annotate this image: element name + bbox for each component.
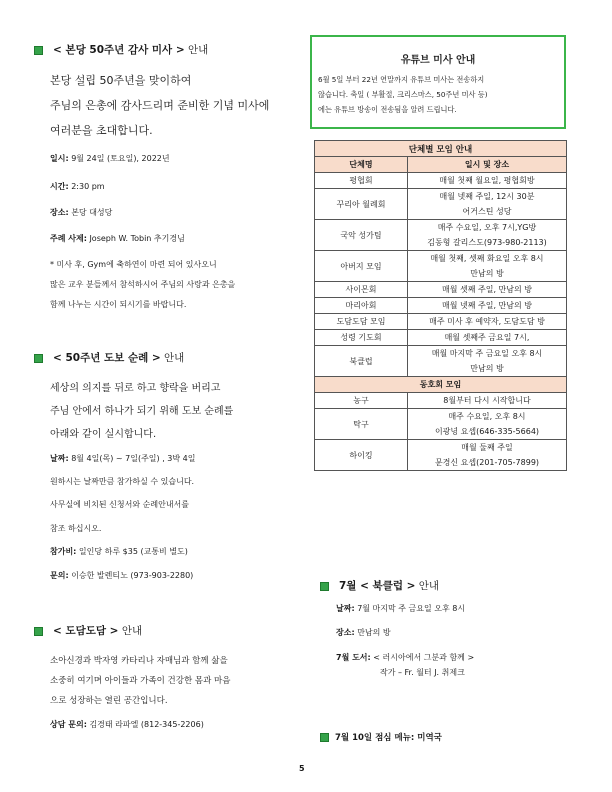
group-time-place xyxy=(408,346,567,377)
square-bullet-icon xyxy=(320,582,329,591)
bookclub-heading: 7월 < 북클럽 > 안내 xyxy=(320,578,439,593)
dodam-intro-line: 소아신경과 박자영 카타리나 자매님과 함께 삶을 xyxy=(50,656,228,666)
table-row xyxy=(315,220,567,251)
group-time-place xyxy=(408,220,567,251)
pilgrimage-intro-line: 아래와 같이 실시합니다. xyxy=(50,429,157,440)
lunch-menu-heading: 7월 10일 점심 메뉴: 미역국 xyxy=(320,731,442,743)
group-name: 성령 기도회 xyxy=(315,330,408,346)
time-place-line: 김동형 갈리스도(973-980-2113) xyxy=(427,238,547,247)
mass-time: 시간: 2:30 pm xyxy=(50,182,105,191)
time-place-line: 매월 첫째 월요일, 평협회방 xyxy=(439,176,535,185)
table-title: 단체별 모임 안내 xyxy=(315,141,567,157)
time-place-line: 매월 넷째 주일, 12시 30분 xyxy=(439,192,535,201)
group-name: 도담도담 모임 xyxy=(315,314,408,330)
time-place-line: 매주 미사 후 예약자, 도담도담 방 xyxy=(429,317,545,326)
youtube-notice-line: 에는 유튜브 방송이 전송됨을 알려 드립니다. xyxy=(318,105,457,114)
clubs-section-title: 동호회 모임 xyxy=(315,377,567,393)
pilgrimage-heading: < 50주년 도보 순례 > 안내 xyxy=(34,350,184,365)
mass-celebrant: 주례 사제: Joseph W. Tobin 추기경님 xyxy=(50,234,185,243)
bookclub-author: 작가 – Fr. 월터 J. 취제크 xyxy=(380,668,465,677)
time-place-line: 매월 셋째 주일, 만남의 방 xyxy=(442,285,532,294)
group-time-place xyxy=(408,330,567,346)
pilgrimage-date: 날짜: 8월 4일(목) ~ 7일(주일) , 3박 4일 xyxy=(50,454,196,463)
square-bullet-icon xyxy=(34,627,43,636)
table-row xyxy=(315,282,567,298)
group-time-place xyxy=(408,314,567,330)
table-row xyxy=(315,173,567,189)
bookclub-date: 날짜: 7월 마지막 주 금요일 오후 8시 xyxy=(336,604,466,613)
table-row xyxy=(315,314,567,330)
square-bullet-icon xyxy=(320,733,329,742)
table-row xyxy=(315,440,567,471)
group-time-place xyxy=(408,440,567,471)
group-time-place xyxy=(408,393,567,409)
group-name: 북클럽 xyxy=(315,346,408,377)
pilgrimage-info-line: 사무실에 비치된 신청서와 순례안내서를 xyxy=(50,500,190,509)
time-place-line: 매월 첫째, 셋째 화요일 오후 8시 xyxy=(430,254,544,263)
group-time-place xyxy=(408,282,567,298)
dodam-heading: < 도담도담 > 안내 xyxy=(34,623,142,638)
group-name: 사이몬회 xyxy=(315,282,408,298)
table-row xyxy=(315,346,567,377)
group-name: 탁구 xyxy=(315,409,408,440)
dodam-intro-line: 으로 성장하는 열린 공간입니다. xyxy=(50,696,168,706)
table-row xyxy=(315,298,567,314)
group-name: 하이킹 xyxy=(315,440,408,471)
dodam-intro-line: 소중히 여기며 아이들과 가족이 건강한 몸과 마음 xyxy=(50,676,231,686)
group-name: 농구 xyxy=(315,393,408,409)
time-place-line: 매월 둘째 주일 xyxy=(461,443,513,452)
youtube-notice-line: 6월 5일 부터 22년 연말까지 유튜브 미사는 전송하지 xyxy=(318,75,485,84)
column-header-time: 일시 및 장소 xyxy=(408,157,567,173)
pilgrimage-info-line: 참조 하십시오. xyxy=(50,524,102,533)
mass-note-line: 함께 나누는 시간이 되시기를 바랍니다. xyxy=(50,300,187,309)
time-place-line: 문경신 요셉(201-705-7899) xyxy=(434,458,540,467)
time-place-line: 매주 수요일, 오후 8시 xyxy=(448,412,526,421)
time-place-line: 8월부터 다시 시작합니다 xyxy=(443,396,531,405)
table-row xyxy=(315,330,567,346)
mass-note-line: 많은 교우 분들께서 참석하시어 주님의 사랑과 은총을 xyxy=(50,280,236,289)
square-bullet-icon xyxy=(34,46,43,55)
group-name: 마리아회 xyxy=(315,298,408,314)
group-name: 아버지 모임 xyxy=(315,251,408,282)
youtube-notice-box xyxy=(310,35,566,129)
column-header-name: 단체명 xyxy=(315,157,408,173)
youtube-notice-body xyxy=(312,72,564,117)
table-row xyxy=(315,409,567,440)
table-row xyxy=(315,251,567,282)
group-schedule-table xyxy=(314,140,567,471)
table-row xyxy=(315,189,567,220)
mass-note-line: * 미사 후, Gym에 축하연이 마련 되어 있사오니 xyxy=(50,260,217,269)
time-place-line: 만남의 방 xyxy=(470,269,504,278)
group-time-place xyxy=(408,251,567,282)
time-place-line: 만남의 방 xyxy=(470,364,504,373)
time-place-line: 매월 마지막 주 금요일 오후 8시 xyxy=(431,349,543,358)
page-number: 5 xyxy=(299,764,305,773)
mass-intro-line: 주님의 은총에 감사드리며 준비한 기념 미사에 xyxy=(50,99,270,112)
group-name: 꾸리아 월례회 xyxy=(315,189,408,220)
group-name: 국악 성가팀 xyxy=(315,220,408,251)
pilgrimage-info-line: 원하시는 날짜만큼 참가하실 수 있습니다. xyxy=(50,477,195,486)
mass-date: 일시: 9월 24일 (토요일), 2022년 xyxy=(50,154,170,163)
group-time-place xyxy=(408,298,567,314)
time-place-line: 이광녕 요셉(646-335-5664) xyxy=(434,427,540,436)
time-place-line: 매월 셋째주 금요일 7시, xyxy=(444,333,530,342)
mass-heading: < 본당 50주년 감사 미사 > 안내 xyxy=(34,42,208,57)
group-time-place xyxy=(408,173,567,189)
table-row xyxy=(315,393,567,409)
mass-intro-line: 본당 설립 50주년을 맞이하여 xyxy=(50,74,192,87)
pilgrimage-fee: 참가비: 일인당 하루 $35 (교통비 별도) xyxy=(50,547,188,556)
dodam-contact: 상담 문의: 김경태 라파엘 (812-345-2206) xyxy=(50,720,204,729)
mass-intro-line: 여러분을 초대합니다. xyxy=(50,124,153,137)
group-time-place xyxy=(408,409,567,440)
time-place-line: 매월 넷째 주일, 만남의 방 xyxy=(442,301,532,310)
group-name: 평협회 xyxy=(315,173,408,189)
pilgrimage-intro-line: 주님 안에서 하나가 되기 위해 도보 순례를 xyxy=(50,406,234,417)
bookclub-place: 장소: 만남의 방 xyxy=(336,628,391,637)
pilgrimage-contact: 문의: 이승한 발렌티노 (973-903-2280) xyxy=(50,571,194,580)
youtube-notice-line: 않습니다. 축일 ( 부활절, 크리스마스, 50주년 미사 등) xyxy=(318,90,488,99)
pilgrimage-intro-line: 세상의 의지를 뒤로 하고 향락을 버리고 xyxy=(50,383,221,394)
mass-place: 장소: 본당 대성당 xyxy=(50,208,113,217)
square-bullet-icon xyxy=(34,354,43,363)
youtube-notice-title: 유튜브 미사 안내 xyxy=(400,55,476,66)
time-place-line: 매주 수요일, 오후 7시,YG방 xyxy=(437,223,537,232)
time-place-line: 어거스틴 성당 xyxy=(462,207,512,216)
group-time-place xyxy=(408,189,567,220)
bookclub-book: 7월 도서: < 러시아에서 그분과 함께 > xyxy=(336,653,475,662)
